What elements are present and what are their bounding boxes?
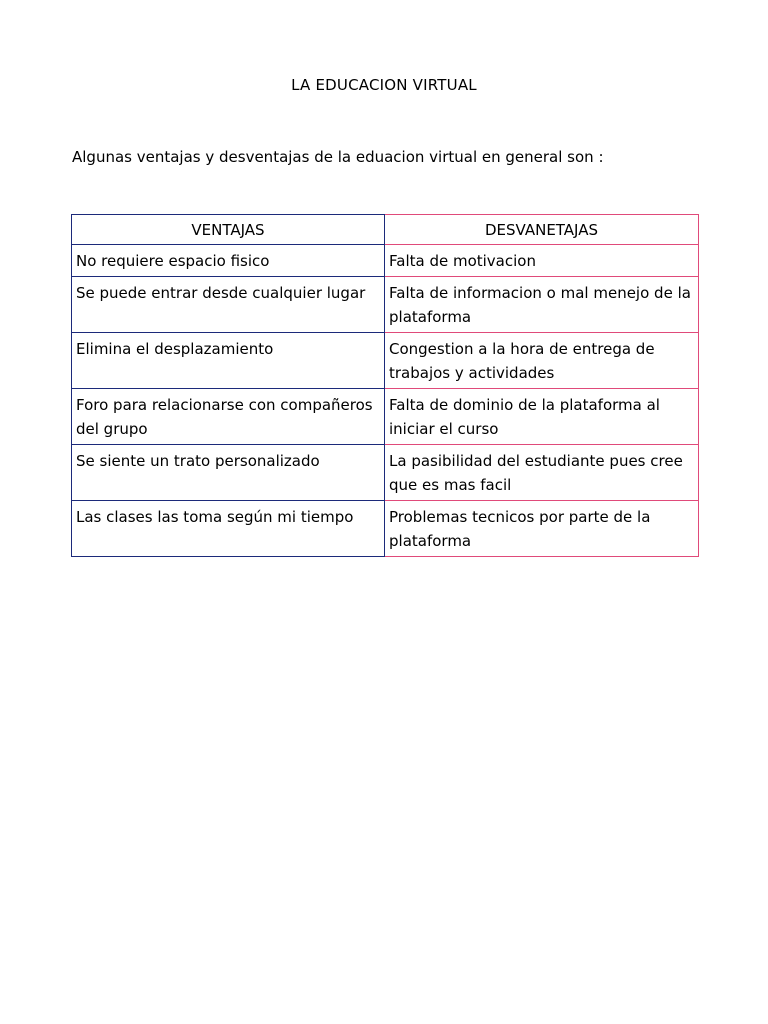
desventaja-cell: Falta de motivacion — [385, 245, 699, 277]
desventaja-cell: Congestion a la hora de entrega de trabajos y actividades — [385, 333, 699, 389]
desventaja-cell: La pasibilidad del estudiante pues cree que es mas facil — [385, 445, 699, 501]
page-title: LA EDUCACION VIRTUAL — [291, 76, 477, 94]
ventaja-cell: Se siente un trato personalizado — [72, 445, 385, 501]
header-desventajas: DESVANETAJAS — [385, 215, 699, 245]
table-row — [72, 389, 699, 445]
ventaja-cell: No requiere espacio fisico — [72, 245, 385, 277]
table-row — [72, 245, 699, 277]
ventaja-cell: Elimina el desplazamiento — [72, 333, 385, 389]
table-row — [72, 277, 699, 333]
ventaja-cell: Se puede entrar desde cualquier lugar — [72, 277, 385, 333]
ventaja-cell: Las clases las toma según mi tiempo — [72, 501, 385, 557]
ventaja-cell: Foro para relacionarse con compañeros del grupo — [72, 389, 385, 445]
desventaja-cell: Falta de dominio de la plataforma al iniciar el curso — [385, 389, 699, 445]
table-row — [72, 333, 699, 389]
intro-text: Algunas ventajas y desventajas de la eduacion virtual en general son : — [72, 148, 604, 166]
desventaja-cell: Falta de informacion o mal menejo de la plataforma — [385, 277, 699, 333]
comparison-table — [71, 214, 699, 557]
header-ventajas: VENTAJAS — [72, 215, 385, 245]
table-row — [72, 501, 699, 557]
table-row — [72, 445, 699, 501]
table-header-row — [72, 215, 699, 245]
desventaja-cell: Problemas tecnicos por parte de la plataforma — [385, 501, 699, 557]
